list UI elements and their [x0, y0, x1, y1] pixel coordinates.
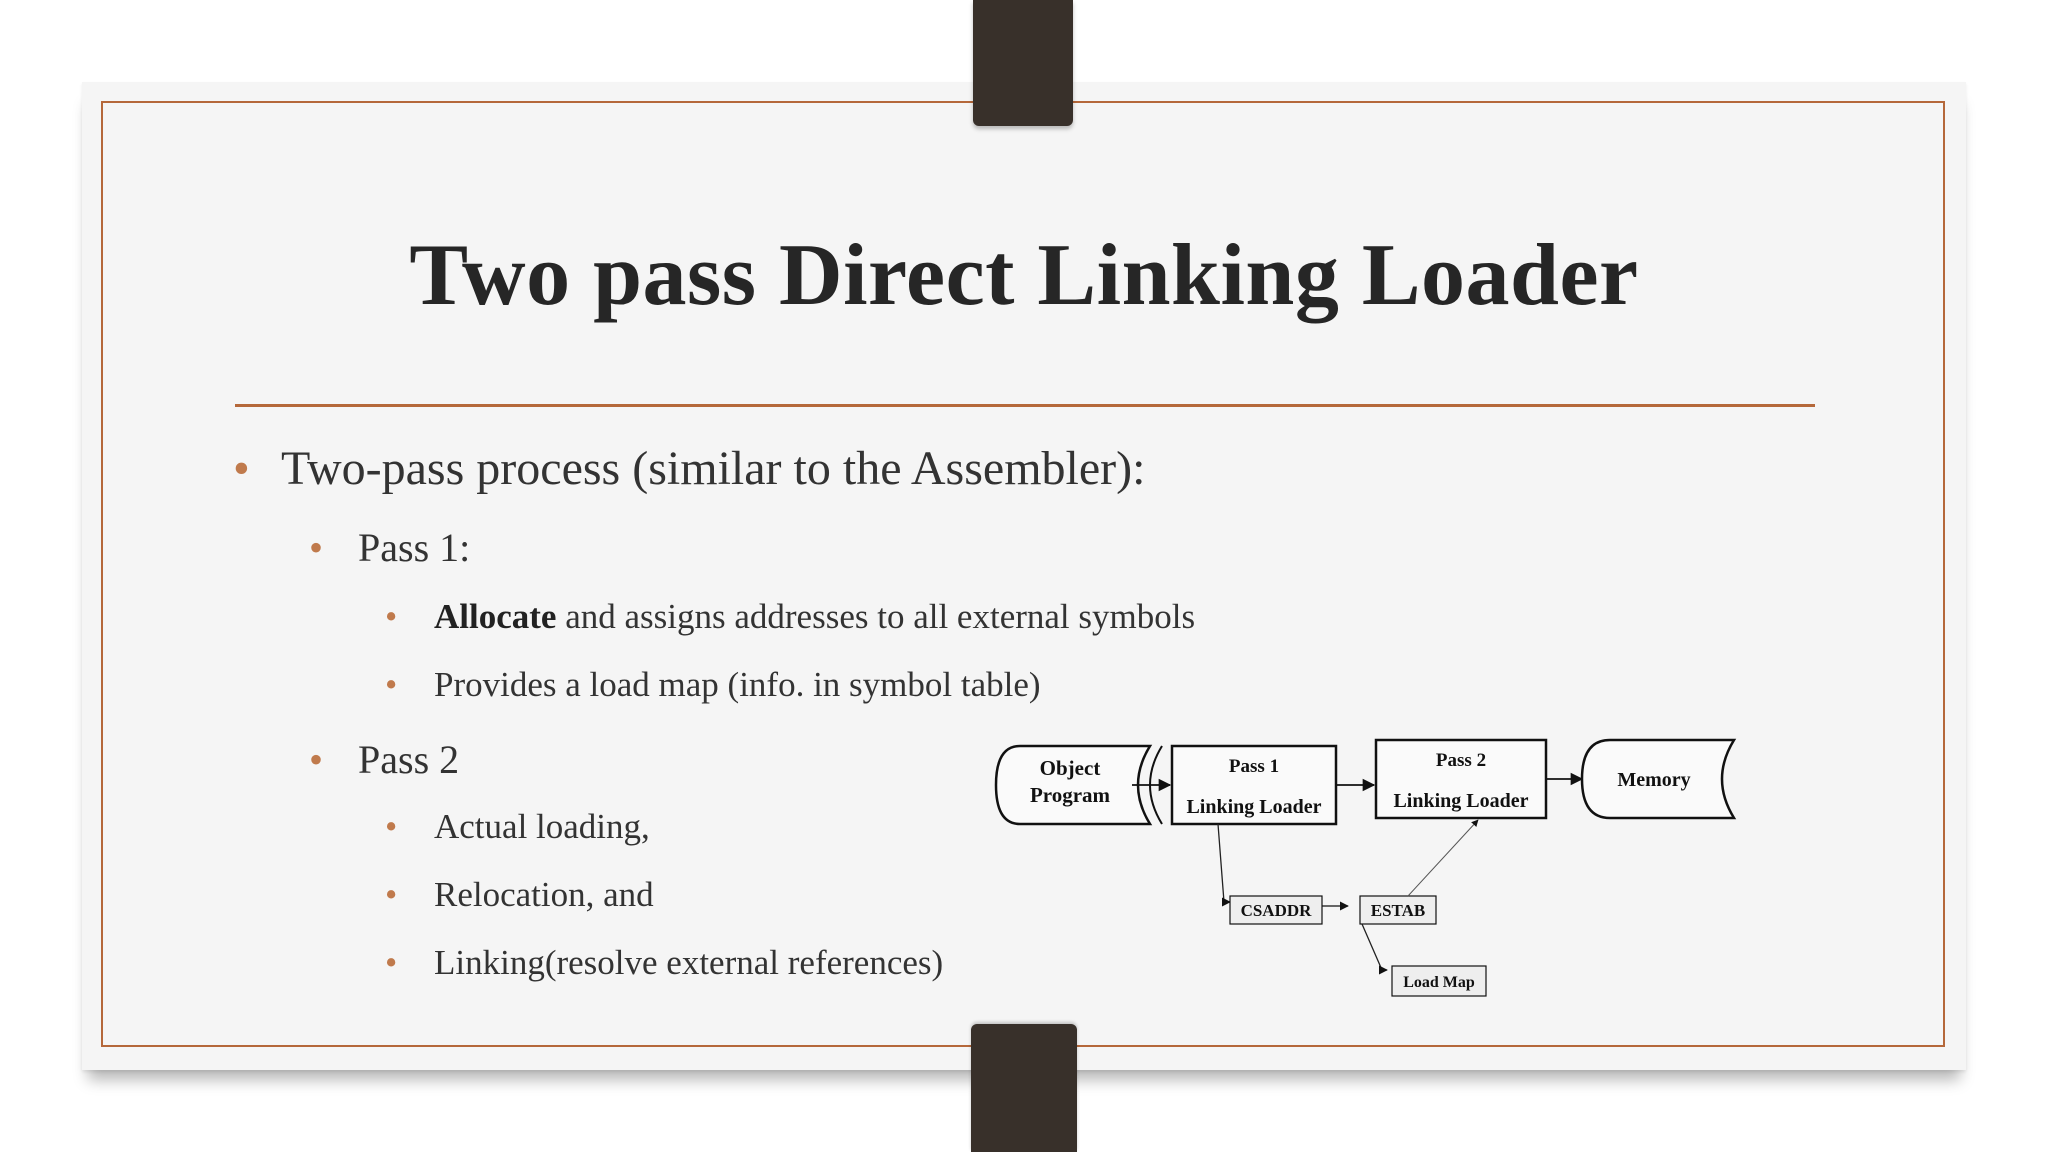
- pass1-label-2: Linking Loader: [1186, 796, 1322, 818]
- bullet-pass2-item: Relocation, and: [434, 875, 654, 914]
- bullet-bold-term: Allocate: [434, 597, 557, 636]
- top-post-decoration: [973, 0, 1073, 126]
- bullet-dot: •: [385, 807, 398, 846]
- title-divider: [235, 404, 1815, 407]
- pass1-node: [1172, 746, 1336, 824]
- bullet-dot: •: [385, 875, 398, 914]
- bullet-pass1-item-loadmap: Provides a load map (info. in symbol table): [434, 665, 1041, 704]
- memory-node: [1582, 740, 1734, 818]
- bullet-dot: •: [309, 737, 324, 782]
- object-program-label-1: Object: [1039, 756, 1101, 780]
- bullet-pass2: Pass 2: [358, 737, 460, 782]
- estab-label: ESTAB: [1370, 901, 1426, 920]
- flow-arrow-thin: [1218, 824, 1230, 902]
- bullet-pass1: Pass 1:: [358, 525, 471, 570]
- flow-arrow-thin: [1362, 924, 1387, 970]
- load-map-node: [1392, 966, 1486, 996]
- load-map-label: Load Map: [1403, 974, 1475, 991]
- pass2-label-1: Pass 2: [1435, 750, 1487, 771]
- bullet-pass1-item-allocate: [434, 597, 1195, 637]
- bullet-dot: •: [385, 943, 398, 982]
- csaddr-label: CSADDR: [1240, 901, 1312, 920]
- memory-label: Memory: [1617, 769, 1691, 791]
- bottom-post-decoration: [971, 1024, 1077, 1152]
- bullet-dot: •: [385, 665, 398, 704]
- csaddr-node: [1230, 896, 1322, 924]
- slide-title: Two pass Direct Linking Loader: [409, 227, 1639, 324]
- pass2-node: [1376, 740, 1546, 818]
- pass2-label-2: Linking Loader: [1393, 790, 1529, 812]
- estab-node: [1360, 896, 1436, 924]
- linking-loader-flow-diagram: [990, 730, 1750, 1010]
- object-program-label-2: Program: [1029, 783, 1111, 807]
- pass1-label-1: Pass 1: [1228, 756, 1280, 777]
- bullet-rest: and assigns addresses to all external symbols: [556, 597, 1196, 636]
- flow-arrow-thin: [1408, 820, 1478, 896]
- bullet-main: Two-pass process (similar to the Assembler):: [281, 442, 1146, 495]
- bullet-pass2-item: Actual loading,: [434, 807, 650, 846]
- bullet-pass2-item: Linking(resolve external references): [434, 943, 944, 982]
- bullet-dot: •: [309, 525, 324, 570]
- bullet-dot: •: [233, 442, 250, 495]
- bullet-dot: •: [385, 597, 398, 636]
